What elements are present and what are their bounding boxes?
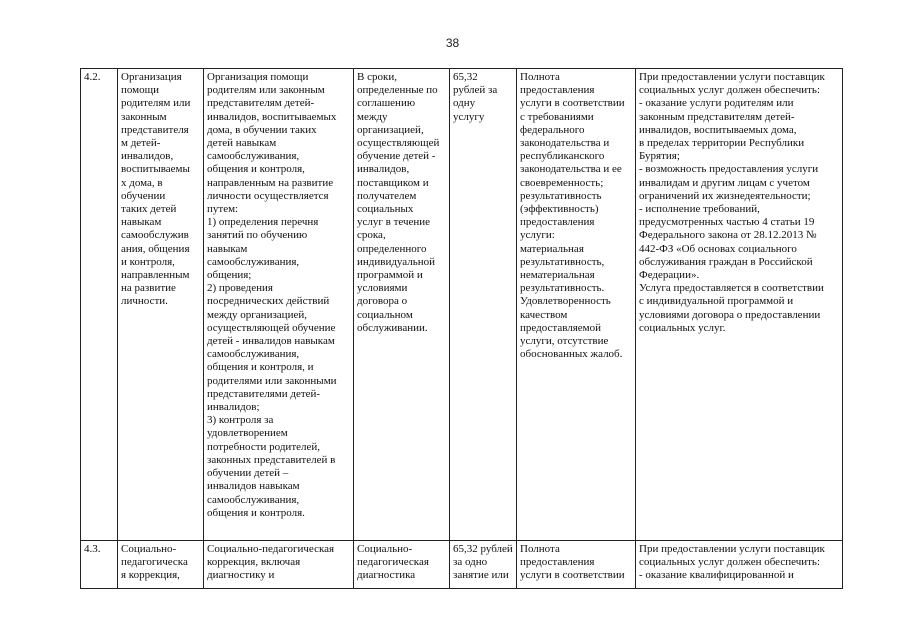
service-price (450, 541, 517, 589)
cell-line: определенного (357, 242, 427, 255)
cell-line: обслуживании. (357, 321, 428, 334)
cell-line: обоснованных жалоб. (520, 348, 623, 361)
cell-line: предоставляемой (520, 321, 602, 334)
cell-line: занятие или (453, 569, 509, 582)
cell-line: детей навыкам (207, 137, 277, 150)
cell-line: Организация (121, 71, 182, 83)
service-name (118, 69, 204, 541)
cell-line: материальная (520, 242, 584, 255)
cell-line: При предоставлении услуги поставщик (639, 71, 825, 83)
cell-line: и контроля, (121, 255, 175, 268)
cell-line: навыкам (207, 242, 248, 255)
cell-line: своевременность; (520, 176, 604, 189)
cell-line: 2) проведения (207, 282, 273, 295)
cell-line: предоставления (520, 556, 595, 569)
cell-line: инвалидов навыкам (207, 480, 300, 493)
service-price (450, 69, 517, 541)
cell-line: таких детей (121, 203, 177, 216)
cell-line: Социально- (121, 543, 177, 555)
cell-line: - оказание услуги родителям или (639, 97, 794, 110)
cell-line: детей - инвалидов навыкам (207, 335, 335, 348)
cell-line: общения и контроля. (207, 506, 305, 519)
cell-line: представителями детей- (207, 387, 321, 400)
cell-line: общения; (207, 269, 252, 282)
cell-line: самообслужив (121, 229, 189, 242)
services-table (80, 68, 843, 589)
cell-line: одну (453, 97, 476, 110)
cell-line: самообслуживания, (207, 348, 300, 361)
cell-line: инвалидов, (357, 163, 410, 176)
cell-line: - оказание квалифицированной и (639, 569, 794, 582)
cell-line: самообслуживания, (207, 493, 300, 506)
cell-line: При предоставлении услуги поставщик (639, 543, 825, 555)
cell-line: х дома, в (121, 176, 163, 189)
cell-line: Услуга предоставляется в соответствии (639, 282, 824, 295)
cell-line: Удовлетворенность (520, 295, 611, 308)
cell-line: инвалидов; (207, 401, 260, 414)
cell-line: Федерации». (639, 269, 700, 282)
cell-line: между организацией, (207, 308, 307, 321)
cell-line: услуг в течение (357, 216, 431, 229)
cell-line: 65,32 (453, 71, 478, 83)
cell-line: самообслуживания, (207, 255, 300, 268)
cell-line: условиями договора о предоставлении (639, 308, 821, 321)
cell-line: социальных услуг должен обеспечить: (639, 84, 821, 97)
service-quality (517, 69, 636, 541)
cell-line: - возможность предоставления услуги (639, 163, 819, 176)
cell-line: направленным на развитие (207, 176, 334, 189)
cell-line: услуги в соответствии (520, 97, 625, 110)
service-terms (354, 541, 450, 589)
service-description (204, 541, 354, 589)
cell-line: общения и контроля, (207, 163, 305, 176)
cell-line: предоставления (520, 84, 595, 97)
cell-line: 442-ФЗ «Об основах социального (639, 242, 797, 255)
cell-line: на развитие (121, 282, 176, 295)
cell-line: Социально-педагогическая (207, 543, 335, 555)
cell-line: 65,32 рублей (453, 543, 513, 555)
cell-line: обучении (121, 189, 166, 202)
cell-line: (эффективность) (520, 203, 599, 216)
service-name (118, 541, 204, 589)
cell-line: путем: (207, 203, 239, 216)
cell-line: обслуживания граждан в Российской (639, 255, 813, 268)
cell-line: организацией, (357, 123, 424, 136)
cell-line: - исполнение требований, (639, 203, 760, 216)
cell-line: республиканского (520, 150, 605, 163)
cell-line: услуги в соответствии (520, 569, 625, 582)
cell-line: социальных услуг. (639, 321, 726, 334)
cell-line: направленным (121, 269, 190, 282)
cell-line: занятий по обучению (207, 229, 308, 242)
cell-line: представителя (121, 123, 189, 136)
cell-line: нематериальная (520, 269, 595, 282)
cell-line: законодательства и ее (520, 163, 622, 176)
cell-line: поставщиком и (357, 176, 429, 189)
cell-line: представителям детей- (207, 97, 315, 110)
cell-line: диагностику и (207, 569, 275, 582)
service-quality (517, 541, 636, 589)
cell-line: с требованиями (520, 110, 594, 123)
cell-line: качеством (520, 308, 568, 321)
page-number: 38 (445, 36, 460, 50)
row-number: 4.3. (81, 541, 118, 589)
cell-line: помощи (121, 84, 159, 97)
service-terms (354, 69, 450, 541)
cell-line: социальных услуг должен обеспечить: (639, 556, 821, 569)
cell-line: определенные по (357, 84, 438, 97)
cell-line: законных представителей в (207, 453, 336, 466)
cell-line: между (357, 110, 388, 123)
cell-line: посреднических действий (207, 295, 330, 308)
cell-line: потребности родителей, (207, 440, 321, 453)
cell-line: В сроки, (357, 71, 397, 83)
cell-line: инвалидов, (121, 150, 174, 163)
cell-line: воспитываемы (121, 163, 190, 176)
cell-line: законным (121, 110, 167, 123)
cell-line: личности. (121, 295, 168, 308)
cell-line: диагностика (357, 569, 416, 582)
cell-line: личности осуществляется (207, 189, 329, 202)
cell-line: результативность, (520, 255, 605, 268)
cell-line: Социально- (357, 543, 413, 555)
cell-line: Полнота (520, 71, 560, 83)
table-row (81, 541, 843, 589)
cell-line: предоставления (520, 216, 595, 229)
cell-line: коррекция, включая (207, 556, 301, 569)
cell-line: услуги, отсутствие (520, 335, 609, 348)
cell-line: законным представителям детей- (639, 110, 795, 123)
cell-line: социальных (357, 203, 414, 216)
cell-line: рублей за (453, 84, 498, 97)
cell-line: соглашению (357, 97, 416, 110)
cell-line: договора о (357, 295, 408, 308)
cell-line: законодательства и (520, 137, 610, 150)
cell-line: 3) контроля за (207, 414, 274, 427)
cell-line: Полнота (520, 543, 560, 555)
cell-line: услуги: (520, 229, 555, 242)
cell-line: инвалидов, воспитываемых дома, (639, 123, 797, 136)
cell-line: родителям или законным (207, 84, 325, 97)
cell-line: федерального (520, 123, 585, 136)
table-row (81, 69, 843, 541)
cell-line: услугу (453, 110, 485, 123)
service-conditions (636, 541, 843, 589)
cell-line: результативность. (520, 282, 605, 295)
cell-line: результативность (520, 189, 602, 202)
service-description (204, 69, 354, 541)
cell-line: обучение детей - (357, 150, 436, 163)
cell-line: в пределах территории Республики (639, 137, 805, 150)
cell-line: удовлетворением (207, 427, 288, 440)
cell-line: за одно (453, 556, 488, 569)
service-conditions (636, 69, 843, 541)
cell-line: условиями (357, 282, 408, 295)
cell-line: получателем (357, 189, 417, 202)
cell-line: ограничений их жизнедеятельности; (639, 189, 811, 202)
cell-line: социальном (357, 308, 413, 321)
cell-line: педагогическа (121, 556, 188, 569)
cell-line: педагогическая (357, 556, 429, 569)
cell-line: программой и (357, 269, 423, 282)
cell-line: 1) определения перечня (207, 216, 319, 229)
cell-line: инвалидам и другим лицам с учетом (639, 176, 810, 189)
cell-line: родителями или законными (207, 374, 337, 387)
cell-line: срока, (357, 229, 386, 242)
cell-line: обучении детей – (207, 467, 289, 480)
cell-line: Организация помощи (207, 71, 309, 83)
cell-line: Федерального закона от 28.12.2013 № (639, 229, 817, 242)
cell-line: я коррекция, (121, 569, 180, 582)
cell-line: осуществляющей (357, 137, 440, 150)
cell-line: Бурятия; (639, 150, 680, 163)
cell-line: самообслуживания, (207, 150, 300, 163)
cell-line: м детей- (121, 137, 161, 150)
cell-line: индивидуальной (357, 255, 436, 268)
cell-line: навыкам (121, 216, 162, 229)
cell-line: дома, в обучении таких (207, 123, 317, 136)
cell-line: ания, общения (121, 242, 190, 255)
cell-line: общения и контроля, и (207, 361, 314, 374)
cell-line: с индивидуальной программой и (639, 295, 794, 308)
cell-line: предусмотренных частью 4 статьи 19 (639, 216, 815, 229)
cell-line: родителям или (121, 97, 191, 110)
cell-line: инвалидов, воспитываемых (207, 110, 337, 123)
cell-line: осуществляющей обучение (207, 321, 336, 334)
row-number: 4.2. (81, 69, 118, 541)
